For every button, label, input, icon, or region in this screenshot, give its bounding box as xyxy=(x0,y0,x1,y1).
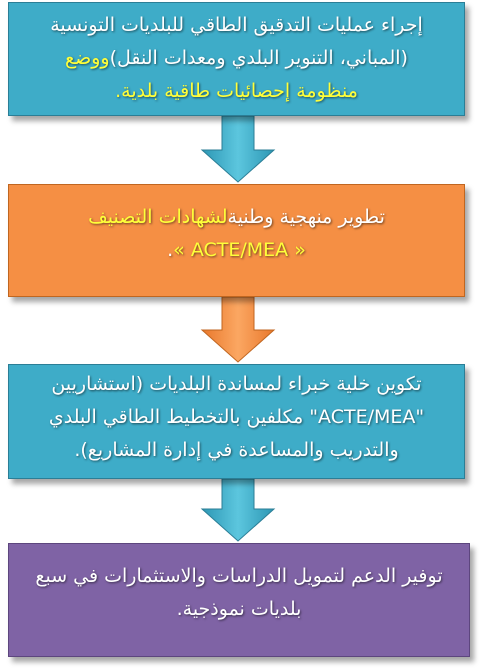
step3-line1: تكوين خلية خبراء لمساندة البلديات (استشاريين xyxy=(51,373,422,395)
step2-line1-text: تطوير منهجية وطنية xyxy=(227,206,385,228)
step3-line3: والتدريب والمساعدة في إدارة المشاريع). xyxy=(74,439,399,461)
step-box-energy-audit xyxy=(8,2,465,116)
step2-line2-highlight: « ACTE/MEA » xyxy=(173,239,306,261)
step4-line1: توفير الدعم لتمويل الدراسات والاستثمارات في سبع xyxy=(35,565,443,587)
down-arrow-1 xyxy=(202,116,274,182)
step2-line1 xyxy=(21,201,452,234)
step1-line1: إجراء عمليات التدقيق الطاقي للبلديات التونسية xyxy=(50,14,423,36)
down-arrow-3 xyxy=(202,479,274,541)
step1-line3-highlight: منظومة إحصائيات طاقية بلدية. xyxy=(115,80,358,102)
step1-line2-highlight: ووضع xyxy=(65,47,110,69)
step1-line2-text: (المباني، التنوير البلدي ومعدات النقل) xyxy=(109,47,408,69)
step2-line1-highlight: لشهادات التصنيف xyxy=(88,206,228,228)
step2-line2-text: . xyxy=(167,239,174,261)
step-box-funding-support xyxy=(8,543,470,657)
step1-line2 xyxy=(21,42,452,75)
step-box-expert-cell xyxy=(8,364,465,479)
step3-line2: "ACTE/MEA" مكلفين بالتخطيط الطاقي البلدي xyxy=(48,406,425,428)
step-box-certification-method xyxy=(8,184,465,297)
step2-line2 xyxy=(21,234,452,267)
down-arrow-2 xyxy=(202,297,274,362)
step4-line2: بلديات نموذجية. xyxy=(176,598,302,620)
